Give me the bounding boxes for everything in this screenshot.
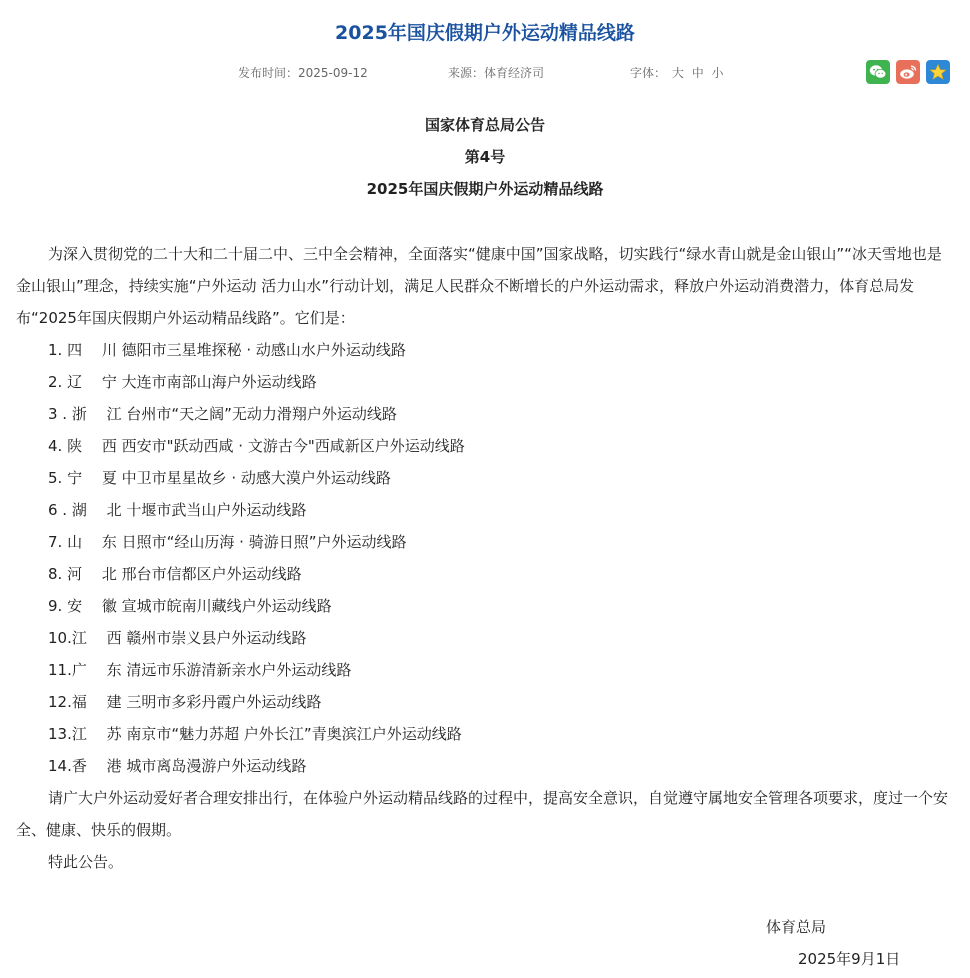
weibo-share-button[interactable]	[896, 60, 920, 84]
route-item: 1. 四 川 德阳市三星堆探秘 · 动感山水户外运动线路	[48, 341, 406, 359]
font-size-label: 字体：	[630, 66, 667, 80]
signature-date: 2025年9月1日	[798, 950, 901, 968]
final-line: 特此公告。	[48, 853, 124, 871]
font-size-controls	[630, 64, 726, 81]
route-item: 2. 辽 宁 大连市南部山海户外运动线路	[48, 373, 317, 391]
article-title: 2025年国庆假期户外运动精品线路	[335, 22, 635, 44]
article-body	[16, 238, 954, 878]
route-item: 7. 山 东 日照市“经山历海 · 骑游日照”户外运动线路	[48, 533, 407, 551]
route-item: 10.江 西 赣州市崇义县户外运动线路	[48, 629, 307, 647]
route-item: 8. 河 北 邢台市信都区户外运动线路	[48, 565, 302, 583]
favorite-star-icon	[929, 63, 947, 81]
route-item: 9. 安 徽 宣城市皖南川藏线户外运动线路	[48, 597, 332, 615]
doc-header-subject: 2025年国庆假期户外运动精品线路	[366, 180, 604, 198]
route-item: 13.江 苏 南京市“魅力苏超 户外长江”青奥滨江户外运动线路	[48, 725, 462, 743]
wechat-icon	[869, 64, 887, 80]
doc-header-issuer: 国家体育总局公告	[424, 116, 545, 134]
weibo-icon	[899, 64, 917, 80]
font-size-small[interactable]: 小	[711, 66, 724, 80]
intro-paragraph: 为深入贯彻党的二十大和二十届二中、三中全会精神，全面落实“健康中国”国家战略，切实践行“绿水青山就是金山银山”“冰天雪地也是金山银山”理念，持续实施“户外运动 活力山水”行动计划，满足人民群众不断增长的户外运动需求，释放户外运动消费潜力，体育总局发布“2025年国庆假期户外运动精品线路”。它们是：	[16, 245, 942, 327]
favorite-button[interactable]	[926, 60, 950, 84]
doc-header-number: 第4号	[464, 148, 506, 166]
font-size-medium[interactable]: 中	[691, 66, 704, 80]
route-item: 3 . 浙 江 台州市“天之阔”无动力滑翔户外运动线路	[48, 405, 397, 423]
route-item: 11.广 东 清远市乐游清新亲水户外运动线路	[48, 661, 352, 679]
closing-paragraph: 请广大户外运动爱好者合理安排出行，在体验户外运动精品线路的过程中，提高安全意识，自觉遵守属地安全管理各项要求，度过一个安全、健康、快乐的假期。	[16, 789, 949, 839]
wechat-share-button[interactable]	[866, 60, 890, 84]
font-size-large[interactable]: 大	[671, 66, 684, 80]
route-item: 14.香 港 城市离岛漫游户外运动线路	[48, 757, 307, 775]
route-item: 12.福 建 三明市多彩丹霞户外运动线路	[48, 693, 322, 711]
source: 来源：体育经济司	[448, 66, 545, 80]
route-item: 6 . 湖 北 十堰市武当山户外运动线路	[48, 501, 307, 519]
route-item: 4. 陕 西 西安市"跃动西咸 · 文游古今"西咸新区户外运动线路	[48, 437, 465, 455]
signature-org: 体育总局	[766, 918, 827, 936]
route-item: 5. 宁 夏 中卫市星星故乡 · 动感大漠户外运动线路	[48, 469, 391, 487]
publish-date: 发布时间：2025-09-12	[238, 66, 368, 80]
